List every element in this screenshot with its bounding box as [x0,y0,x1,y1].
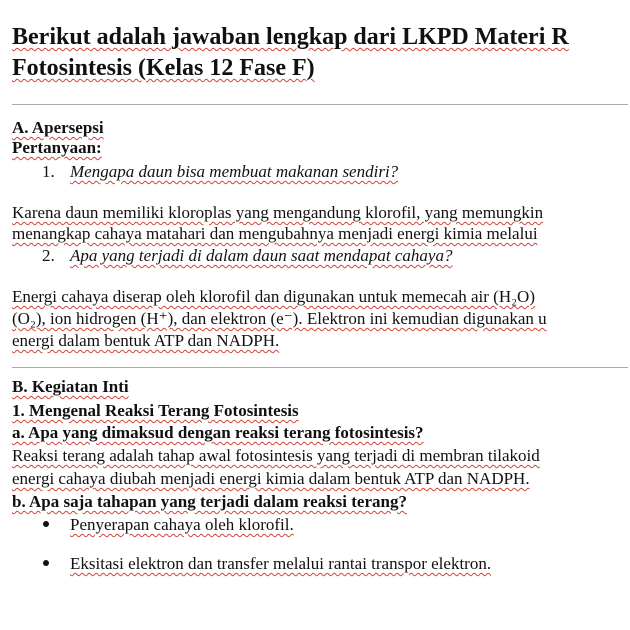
horizontal-divider [12,367,628,368]
question-1-number: 1. [42,162,55,181]
question-1 [42,160,398,183]
section-b-heading: B. Kegiatan Inti [12,377,129,396]
document-title-line-1: Berikut adalah jawaban lengkap dari LKPD Materi R [12,24,569,50]
answer-a-line-1: Reaksi terang adalah tahap awal fotosintesis yang terjadi di membran tilakoid [12,446,540,465]
question-2-number: 2. [42,246,55,265]
horizontal-divider [12,104,628,105]
bullet-dot [43,521,49,527]
bullet-item-1: Penyerapan cahaya oleh klorofil. [70,515,294,534]
answer-2-line-1: Energi cahaya diserap oleh klorofil dan digunakan untuk memecah air (H₂O) [12,287,535,306]
answer-1-line-2: menangkap cahaya matahari dan mengubahnya menjadi energi kimia melalui [12,224,538,243]
section-a-heading: A. Apersepsi [12,118,104,137]
answer-a-line-2: energi cahaya diubah menjadi energi kimia dalam bentuk ATP dan NADPH. [12,469,530,488]
question-b: b. Apa saja tahapan yang terjadi dalam reaksi terang? [12,492,407,511]
document-title-line-2: Fotosintesis (Kelas 12 Fase F) [12,55,315,81]
question-2-text: Apa yang terjadi di dalam daun saat mendapat cahaya? [70,246,453,265]
question-2 [42,244,452,267]
answer-1-line-1: Karena daun memiliki kloroplas yang mengandung klorofil, yang memungkin [12,203,544,222]
question-1-text: Mengapa daun bisa membuat makanan sendiri? [70,162,399,181]
answer-2-line-3: energi dalam bentuk ATP dan NADPH. [12,331,280,350]
subsection-1-heading: 1. Mengenal Reaksi Terang Fotosintesis [12,401,299,420]
bullet-dot [43,560,49,566]
question-a: a. Apa yang dimaksud dengan reaksi terang fotosintesis? [12,423,424,442]
answer-2-line-2: (O₂), ion hidrogen (H⁺), dan elektron (e⁻). Elektron ini kemudian digunakan u [12,309,547,328]
bullet-item-2: Eksitasi elektron dan transfer melalui rantai transpor elektron. [70,554,492,573]
questions-label: Pertanyaan: [12,138,102,157]
